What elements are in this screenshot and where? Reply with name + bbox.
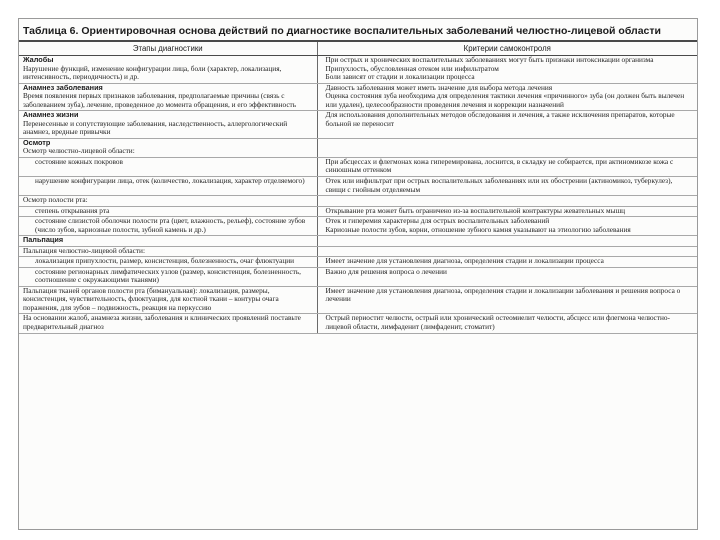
criteria-text: Имеет значение для установления диагноза, определения стадии и локализации процесса [325,256,604,266]
table-row [19,138,697,157]
criteria-text: Оценка состояния зуба необходима для определения тактики лечения «причинного» зуба (он должен быть вылечен или удален), целесообразности проведения лечения и коррекции назначений [325,91,685,109]
criteria-cell [317,138,697,157]
criteria-cell [317,257,697,268]
table-row [19,236,697,247]
criteria-text: Боли зависят от стадии и локализации процесса [325,72,475,82]
table-row [19,111,697,139]
stage-text: Осмотр челюстно-лицевой области: [23,146,135,156]
criteria-text: При абсцессах и флегмонах кожа гиперемирована, лоснится, в складку не собирается, при актиномикозе кожа с синюшным оттенком [325,156,674,175]
criteria-cell [317,236,697,247]
column-header-criteria: Критерии самоконтроля [317,42,697,56]
table-row [19,217,697,236]
stage-cell [19,196,317,207]
stage-cell [19,111,317,139]
criteria-text: Давность заболевания может иметь значение для выбора метода лечения [325,82,553,92]
criteria-cell [317,177,697,196]
stage-text: состояние кожных покровов [35,156,123,166]
table-row [19,286,697,314]
stage-cell [19,56,317,84]
stage-cell [19,286,317,314]
criteria-cell [317,83,697,111]
table-body [19,56,697,333]
section-heading: Анамнез жизни [23,110,79,120]
stage-cell [19,267,317,286]
criteria-cell [317,286,697,314]
section-heading: Жалобы [23,55,54,65]
stage-cell [19,83,317,111]
table-row [19,206,697,217]
criteria-text: Имеет значение для установления диагноза, определения стадии и локализации заболевания и решения вопроса о лечении [325,285,681,304]
stage-text: нарушение конфигурации лица, отек (количество, локализация, характер отделяемого) [35,176,305,186]
criteria-text: При острых и хронических воспалительных заболеваниях могут быть признаки интоксикации организма [325,55,654,65]
stage-text: состояние регионарных лимфатических узлов (размер, консистенция, болезненность, соотношение с окружающими тканями) [35,266,302,285]
table-number: Таблица 6. [23,25,79,37]
table-caption: Ориентировочная основа действий по диагностике воспалительных заболеваний челюстно-лицевой области [81,25,661,37]
section-heading: Анамнез заболевания [23,82,103,92]
criteria-text: Отек или инфильтрат при острых воспалительных заболеваниях или их обострении (актиномикоз, туберкулез), свищи с гнойным отделяемым [325,176,673,194]
criteria-text: Открывание рта может быть ограничено из-за воспалительной контрактуры жевательных мышц [325,205,626,215]
stage-cell [19,257,317,268]
criteria-cell [317,314,697,333]
criteria-cell [317,246,697,257]
table-title [19,19,697,42]
stage-cell [19,314,317,333]
stage-text: Осмотр полости рта: [23,195,88,205]
stage-text: Пальпация челюстно-лицевой области: [23,245,145,255]
table-row [19,267,697,286]
criteria-text: Припухлость, обусловленная отеком или инфильтратом [325,63,499,73]
table-header-row [19,42,697,56]
stage-text: Перенесенные и сопутствующие заболевания, наследственность, аллергологический анамнез, вредные привычки [23,118,288,137]
stage-text: состояние слизистой оболочки полости рта (цвет, влажность, рельеф), состояние зубов (число зубов, кариозные полости, зубной камень и др.) [35,216,306,234]
criteria-cell [317,196,697,207]
table-row [19,83,697,111]
criteria-text: Важно для решения вопроса о лечении [325,266,447,276]
criteria-cell [317,56,697,84]
criteria-cell [317,157,697,176]
table-row [19,246,697,257]
table-row [19,257,697,268]
stage-text: степень открывания рта [35,205,110,215]
column-header-stages: Этапы диагностики [19,42,317,56]
table-row [19,157,697,176]
criteria-text: Острый периостит челюсти, острый или хронический остеомиелит челюсти, абсцесс или флегмона челюстно-лицевой области, лимфаденит (лимфаденит, стоматит) [325,313,670,331]
stage-text: Время появления первых признаков заболевания, предполагаемые причины (связь с заболеванием зуба), лечение, проведенное до момента обращения, и его эффективность [23,91,297,109]
stage-text: Пальпация тканей органов полости рта (бимануальная): локализация, размеры, консистенция, чувствительность, флюктуация, для костной ткани – контуры очага поражения, для зубов – подвижность, реакция на перкуссию [23,285,279,312]
table-row [19,177,697,196]
criteria-cell [317,111,697,139]
criteria-text: Кариозные полости зубов, корни, отношение зубного камня указывают на этиологию заболевания [325,224,631,234]
table-row [19,56,697,84]
table-row [19,314,697,333]
stage-text: На основании жалоб, анамнеза жизни, заболевания и клинических проявлений поставьте предварительный диагноз [23,313,301,331]
stage-cell [19,177,317,196]
stage-text: локализация припухлости, размер, консистенция, болезненность, очаг флюктуации [35,256,295,266]
stage-cell [19,246,317,257]
stage-cell [19,236,317,247]
section-heading: Пальпация [23,235,64,245]
stage-cell [19,217,317,236]
criteria-text: Для использования дополнительных методов обследования и лечения, а также исключения препаратов, которые больной не переносит [325,110,675,128]
table-row [19,196,697,207]
table-document [18,18,698,530]
criteria-text: Отек и гиперемия характерны для острых воспалительных заболеваний [325,216,550,226]
section-heading: Осмотр [23,137,51,147]
stage-text: Нарушение функций, изменение конфигурации лица, боли (характер, локализация, интенсивность, периодичность) и др. [23,63,282,82]
criteria-cell [317,206,697,217]
criteria-cell [317,217,697,236]
criteria-cell [317,267,697,286]
stage-cell [19,138,317,157]
stage-cell [19,157,317,176]
stage-cell [19,206,317,217]
diagnostics-table [19,42,697,334]
